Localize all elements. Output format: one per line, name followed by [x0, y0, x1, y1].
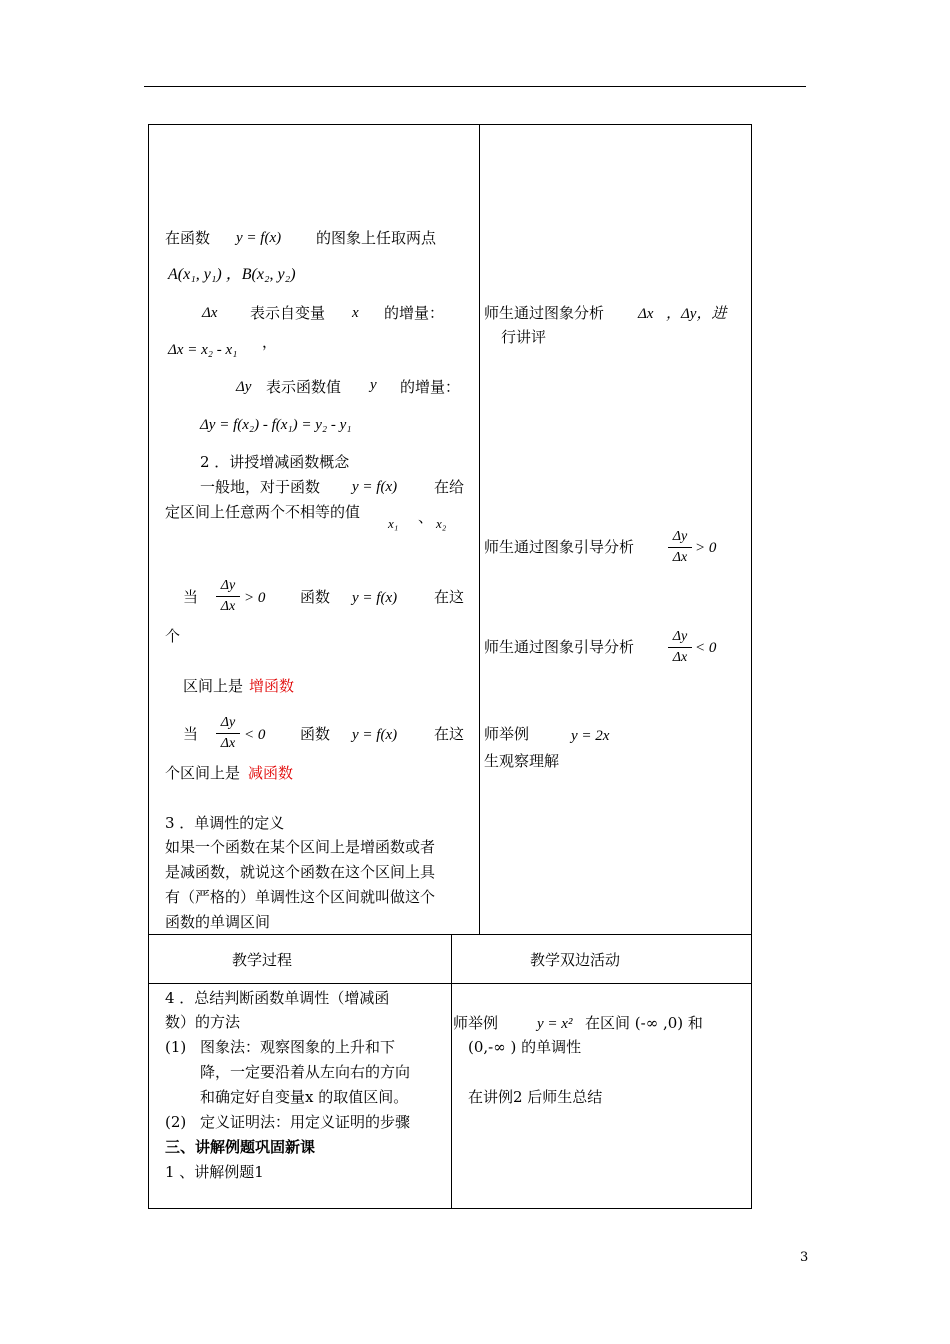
definition-function: y = f(x): [352, 479, 398, 495]
function-formula-dec: y = f(x): [352, 727, 398, 743]
measure-word: 个: [165, 627, 181, 645]
method-1-line-3: 和确定好自变量x 的取值区间。: [200, 1088, 409, 1106]
function-label-inc: 函数: [300, 588, 331, 606]
when-increasing: 当: [183, 588, 199, 606]
summary-heading-2: 数）的方法: [165, 1013, 241, 1031]
example-1: 1 、讲解例题1: [165, 1163, 264, 1181]
page-header-rule: [144, 86, 806, 87]
on-this-inc: 在这: [434, 588, 465, 606]
activity-2-ratio: Δy Δx: [668, 529, 692, 566]
delta-x-symbol: Δx: [202, 305, 218, 321]
delta-y-tail: 的增量：: [400, 378, 461, 396]
delta-x-formula: Δx = x₂ - x₁: [168, 342, 238, 358]
activity-4-formula: y = 2x: [571, 728, 610, 744]
choose-points-tail: 的图象上任取两点: [316, 229, 437, 247]
function-formula: y = f(x): [236, 230, 282, 246]
increasing-prefix: 区间上是: [183, 677, 244, 695]
monotonicity-def-1: 如果一个函数在某个区间上是增函数或者: [165, 838, 436, 856]
header-teaching-activities: 教学双边活动: [530, 951, 621, 969]
bottom-activity-2: 在讲例2 后师生总结: [468, 1088, 603, 1106]
method-1-line-2: 降，一定要沿着从左向右的方向: [200, 1063, 411, 1081]
delta-y-desc: 表示函数值: [266, 378, 342, 396]
page-number: 3: [800, 1250, 809, 1265]
increasing-function-term: 增函数: [249, 677, 295, 695]
function-label-dec: 函数: [300, 725, 331, 743]
activity-1-cont: 行讲评: [501, 328, 547, 346]
section-2-heading: 2 ．讲授增减函数概念: [200, 453, 350, 471]
decreasing-function-term: 减函数: [248, 764, 294, 782]
delta-x-desc: 表示自变量: [250, 304, 326, 322]
section-3-heading: 3 ．单调性的定义: [165, 814, 285, 832]
section-3-examples: 三、讲解例题巩固新课: [165, 1138, 316, 1156]
monotonicity-def-4: 函数的单调区间: [165, 913, 271, 931]
definition-line-1: 一般地，对于函数: [200, 478, 321, 496]
definition-line-1-tail: 在给: [434, 478, 465, 496]
value-separator: 、: [418, 508, 434, 526]
definition-line-2: 定区间上任意两个不相等的值: [165, 503, 361, 521]
activity-1-dx: Δx: [638, 306, 654, 322]
on-this-dec: 在这: [434, 725, 465, 743]
points-formula: A(x₁, y₁) ，B(x₂, y₂): [168, 266, 296, 283]
activity-1: 师生通过图象分析: [484, 304, 605, 322]
delta-y-symbol: Δy: [236, 379, 252, 395]
method-1-number: (1): [165, 1038, 187, 1056]
delta-ratio-decreasing: Δy Δx: [216, 715, 240, 752]
activity-2: 师生通过图象引导分析: [484, 538, 635, 556]
summary-heading-1: 4 ．总结判断函数单调性（增减函: [165, 989, 390, 1007]
delta-y-var: y: [370, 377, 377, 393]
choose-points-text: 在函数: [165, 229, 211, 247]
activity-3-ratio: Δy Δx: [668, 629, 692, 666]
activity-5: 生观察理解: [484, 752, 560, 770]
activity-4: 师举例: [484, 725, 530, 743]
delta-x-comma: ，: [262, 333, 278, 351]
activity-3-lt0: < 0: [695, 640, 717, 656]
bottom-activity-cont: (0,-∞ ) 的单调性: [468, 1038, 582, 1056]
function-formula-inc: y = f(x): [352, 590, 398, 606]
decreasing-prefix: 个区间上是: [165, 764, 241, 782]
value-x1: x₁: [388, 516, 399, 531]
monotonicity-def-2: 是减函数，就说这个函数在这个区间上具: [165, 863, 436, 881]
method-2-line: 定义证明法：用定义证明的步骤: [200, 1113, 411, 1131]
bottom-activity-1: 师举例: [453, 1014, 499, 1032]
activity-2-gt0: > 0: [695, 540, 717, 556]
header-teaching-process: 教学过程: [232, 951, 293, 969]
delta-x-tail: 的增量：: [384, 304, 445, 322]
delta-ratio-increasing: Δy Δx: [216, 578, 240, 615]
activity-3: 师生通过图象引导分析: [484, 638, 635, 656]
bottom-activity-interval: 在区间 (-∞ ,0) 和: [585, 1014, 703, 1032]
delta-x-var: x: [352, 305, 359, 321]
activity-1-dy: ，Δy，进: [666, 306, 727, 322]
monotonicity-def-3: 有（严格的）单调性这个区间就叫做这个: [165, 888, 436, 906]
value-x2: x₂: [436, 516, 447, 531]
method-1-line-1: 图象法：观察图象的上升和下: [200, 1038, 396, 1056]
greater-than-zero: > 0: [244, 590, 266, 606]
less-than-zero: < 0: [244, 727, 266, 743]
when-decreasing: 当: [183, 725, 199, 743]
bottom-activity-formula: y = x²: [537, 1016, 573, 1032]
delta-y-formula: Δy = f(x₂) - f(x₁) = y₂ - y₁: [200, 417, 352, 433]
method-2-number: (2): [165, 1113, 187, 1131]
